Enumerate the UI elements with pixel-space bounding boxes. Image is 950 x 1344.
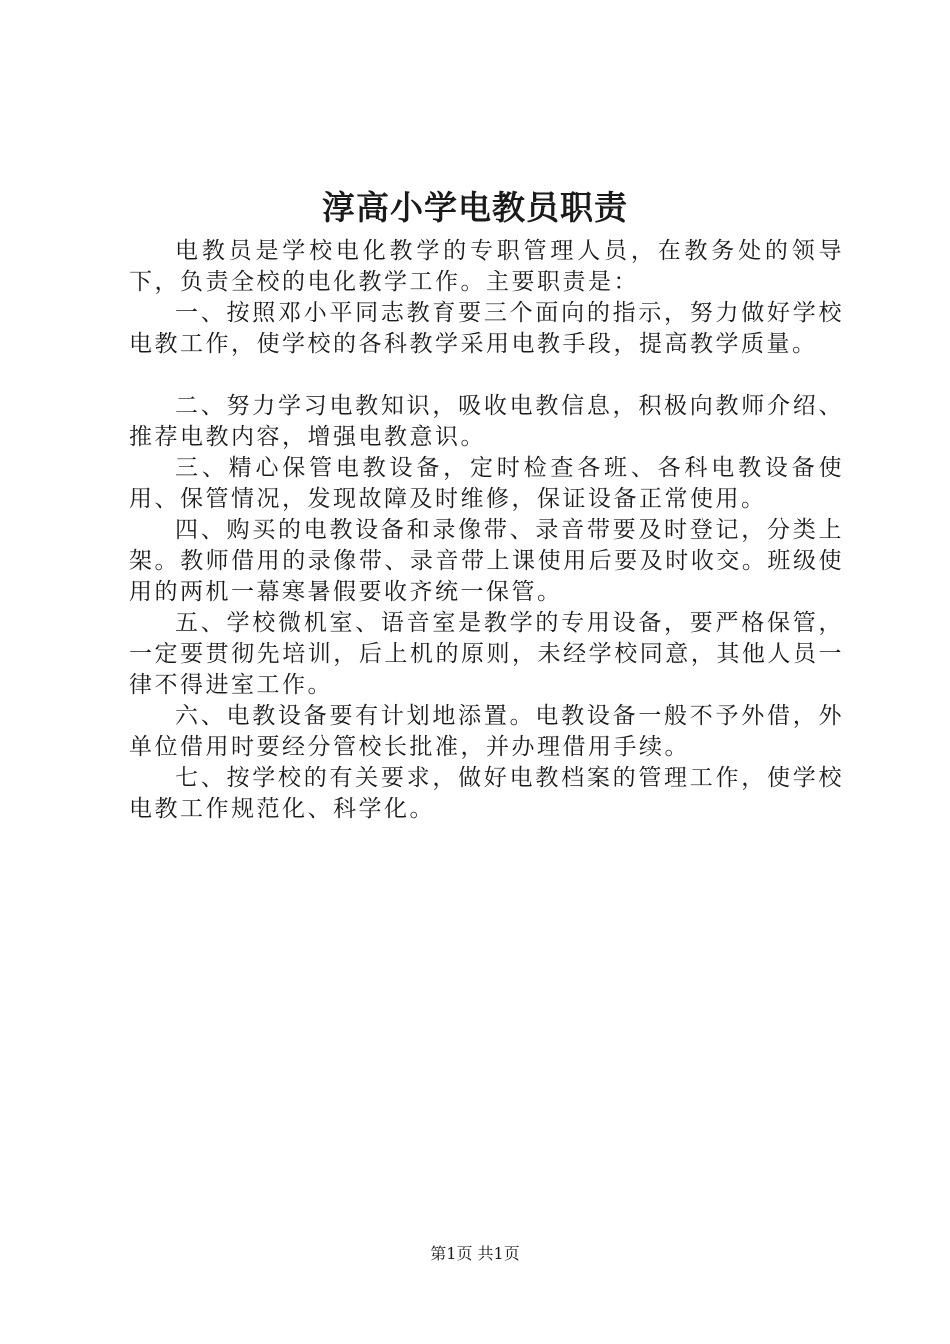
paragraph-item-3: 三、精心保管电教设备，定时检查各班、各科电教设备使用、保管情况，发现故障及时维修，保证设备正常使用。 [129,455,844,512]
paragraph-item-7: 七、按学校的有关要求，做好电教档案的管理工作，使学校电教工作规范化、科学化。 [129,765,844,822]
paragraph-intro: 电教员是学校电化教学的专职管理人员，在教务处的领导下，负责全校的电化教学工作。主要职责是： [129,238,844,295]
document-title: 淳高小学电教员职责 [322,188,628,227]
paragraph-item-6: 六、电教设备要有计划地添置。电教设备一般不予外借，外单位借用时要经分管校长批准，并办理借用手续。 [129,703,844,760]
paragraph-item-1: 一、按照邓小平同志教育要三个面向的指示，努力做好学校电教工作，使学校的各科教学采用电教手段，提高教学质量。 [129,300,844,357]
paragraph-item-5: 五、学校微机室、语音室是教学的专用设备，要严格保管，一定要贯彻先培训，后上机的原则，未经学校同意，其他人员一律不得进室工作。 [129,610,844,698]
page-footer: 第1页 共1页 [430,1244,520,1263]
document-body [129,236,844,825]
paragraph-item-4: 四、购买的电教设备和录像带、录音带要及时登记，分类上架。教师借用的录像带、录音带上课使用后要及时收交。班级使用的两机一幕寒暑假要收齐统一保管。 [129,517,844,605]
paragraph-item-2: 二、努力学习电教知识，吸收电教信息，积极向教师介绍、推荐电教内容，增强电教意识。 [129,393,844,450]
